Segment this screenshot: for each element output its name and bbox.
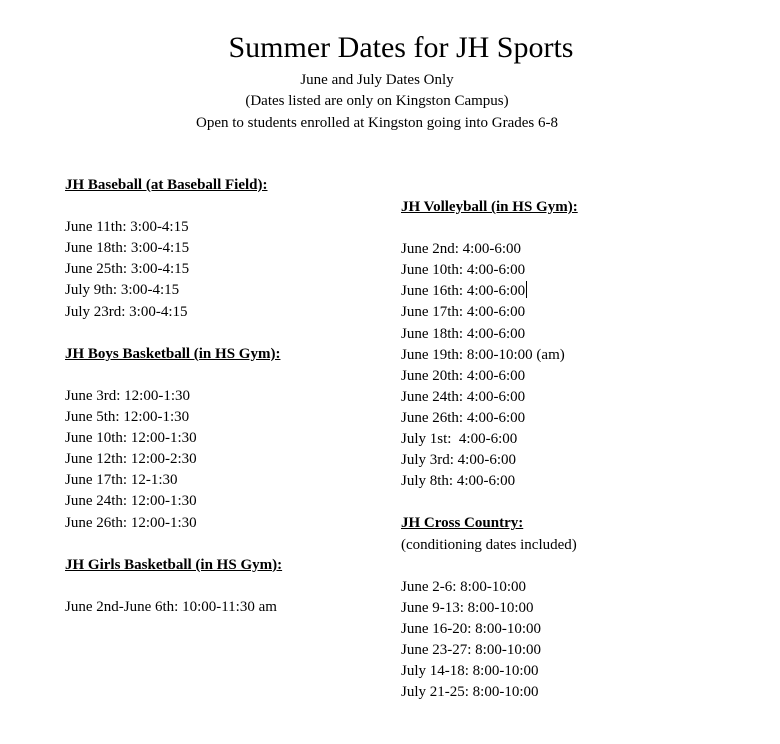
- volleyball-date: June 18th: 4:00-6:00: [401, 325, 526, 342]
- girls-basketball-date: June 2nd-June 6th: 10:00-11:30 am: [65, 598, 277, 615]
- boys-basketball-date: June 3rd: 12:00-1:30: [65, 387, 190, 404]
- spacer: [65, 576, 282, 597]
- boys-basketball-date: June 17th: 12-1:30: [65, 472, 178, 489]
- volleyball-date: July 8th: 4:00-6:00: [401, 473, 516, 490]
- baseball-date: July 9th: 3:00-4:15: [65, 282, 180, 299]
- volleyball-date: June 24th: 4:00-6:00: [401, 388, 526, 405]
- boys-basketball-date: June 12th: 12:00-2:30: [65, 451, 197, 468]
- subtitle-eligibility: Open to students enrolled at Kingston going into Grades 6-8: [195, 115, 559, 131]
- cross-country-date: June 9-13: 8:00-10:00: [401, 599, 534, 616]
- volleyball-date: June 19th: 8:00-10:00 (am): [401, 346, 565, 363]
- boys-basketball-date: June 26th: 12:00-1:30: [65, 514, 197, 531]
- cross-country-date: July 21-25: 8:00-10:00: [401, 684, 539, 701]
- cross-country-date: June 23-27: 8:00-10:00: [401, 641, 541, 658]
- volleyball-date-with-cursor[interactable]: [401, 281, 578, 302]
- spacer: [401, 556, 578, 577]
- baseball-date: July 23rd: 3:00-4:15: [65, 303, 188, 320]
- boys-basketball-heading: JH Boys Basketball (in HS Gym):: [65, 345, 281, 362]
- right-column: [401, 197, 578, 703]
- girls-basketball-heading: JH Girls Basketball (in HS Gym):: [65, 556, 283, 573]
- volleyball-date: June 16th: 4:00-6:00: [401, 283, 526, 300]
- spacer: [65, 196, 282, 217]
- baseball-heading: JH Baseball (at Baseball Field):: [65, 177, 268, 193]
- cross-country-date: June 16-20: 8:00-10:00: [401, 620, 541, 637]
- spacer: [65, 534, 282, 555]
- left-column: [65, 175, 282, 618]
- volleyball-date: June 20th: 4:00-6:00: [401, 367, 526, 384]
- subtitle-campus-note: (Dates listed are only on Kingston Campus): [245, 93, 509, 109]
- spacer: [401, 492, 578, 513]
- volleyball-date: June 26th: 4:00-6:00: [401, 409, 526, 426]
- volleyball-date: June 17th: 4:00-6:00: [401, 304, 526, 321]
- volleyball-date: June 2nd: 4:00-6:00: [401, 241, 521, 258]
- boys-basketball-date: June 24th: 12:00-1:30: [65, 493, 197, 510]
- spacer: [401, 218, 578, 239]
- boys-basketball-date: June 5th: 12:00-1:30: [65, 409, 190, 426]
- baseball-date: June 25th: 3:00-4:15: [65, 261, 190, 278]
- cross-country-note: (conditioning dates included): [401, 536, 577, 553]
- volleyball-date: June 10th: 4:00-6:00: [401, 262, 526, 279]
- volleyball-date: July 3rd: 4:00-6:00: [401, 452, 516, 469]
- boys-basketball-date: June 10th: 12:00-1:30: [65, 430, 197, 447]
- page-title: Summer Dates for JH Sports: [228, 31, 574, 64]
- spacer: [65, 365, 282, 386]
- volleyball-heading: JH Volleyball (in HS Gym):: [401, 199, 578, 215]
- volleyball-date: July 1st: 4:00-6:00: [401, 431, 518, 448]
- subtitle-dates-only: June and July Dates Only: [300, 72, 454, 88]
- cross-country-heading: JH Cross Country:: [401, 515, 524, 532]
- spacer: [65, 323, 282, 344]
- baseball-date: June 11th: 3:00-4:15: [65, 219, 189, 236]
- cross-country-date: July 14-18: 8:00-10:00: [401, 663, 539, 680]
- baseball-date: June 18th: 3:00-4:15: [65, 240, 190, 257]
- cross-country-date: June 2-6: 8:00-10:00: [401, 578, 526, 595]
- text-cursor: [526, 281, 527, 298]
